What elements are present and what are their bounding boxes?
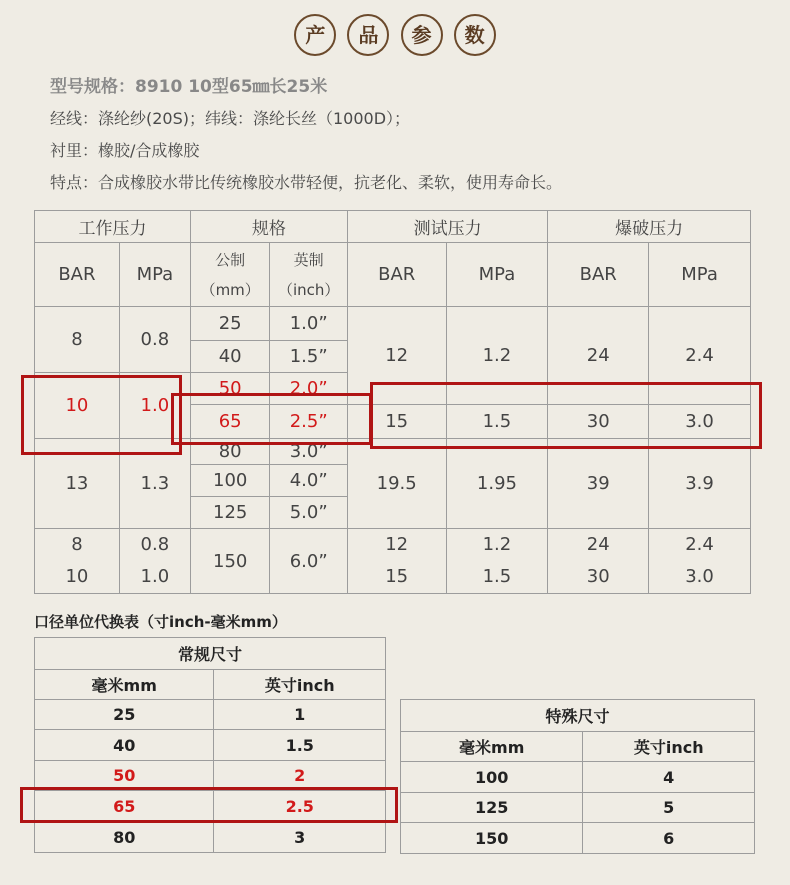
lining-info: 衬里：橡胶/合成橡胶	[50, 141, 200, 160]
col-mm-header: 毫米mm	[401, 732, 583, 762]
size-inch: 3.0”	[270, 439, 347, 465]
highlight-box-working-pressure	[21, 375, 182, 455]
inch-cell: 6	[583, 823, 755, 854]
burst-mpa: 3.0	[649, 405, 751, 439]
bar-value: 10	[65, 566, 89, 587]
working-mpa: 1.0	[119, 373, 190, 439]
working-bar	[35, 529, 120, 594]
conversion-title: 口径单位代换表（寸inch-毫米mm）	[34, 613, 287, 631]
col-mm-header: 毫米mm	[35, 670, 214, 700]
burst-bar: 30	[548, 405, 649, 439]
burst-bar-value: 30	[586, 566, 610, 587]
test-bar-value: 12	[385, 534, 409, 555]
working-bar: 8	[35, 307, 120, 373]
header-spec: 规格	[190, 211, 347, 243]
sub-mpa: MPa	[119, 243, 190, 307]
test-bar-value: 15	[385, 566, 409, 587]
title-char: 品	[347, 14, 389, 56]
test-mpa: 1.95	[446, 439, 548, 529]
size-mm: 25	[190, 307, 270, 341]
test-mpa-value: 1.5	[482, 566, 512, 587]
size-inch: 2.0”	[270, 373, 347, 405]
test-bar	[347, 529, 446, 594]
burst-mpa-value: 2.4	[685, 534, 714, 555]
header-burst-pressure: 爆破压力	[548, 211, 751, 243]
imperial-unit: （inch）	[277, 280, 340, 299]
size-inch: 6.0”	[270, 529, 347, 594]
test-mpa: 1.2	[446, 307, 548, 405]
size-inch: 4.0”	[270, 465, 347, 497]
size-inch: 2.5”	[270, 405, 347, 439]
mm-cell: 125	[401, 793, 583, 823]
burst-mpa: 2.4	[649, 307, 751, 405]
regular-size-title: 常规尺寸	[35, 638, 386, 670]
sub-test-bar: BAR	[347, 243, 446, 307]
working-mpa: 1.3	[119, 439, 190, 529]
col-inch-header: 英寸inch	[214, 670, 386, 700]
size-mm: 50	[190, 373, 270, 405]
warp-weft-info: 经线：涤纶纱(20S)；纬线：涤纶长丝（1000D）；	[50, 109, 411, 128]
size-mm: 100	[190, 465, 270, 497]
test-bar: 15	[347, 405, 446, 439]
imperial-label: 英制	[293, 250, 324, 269]
burst-bar-value: 24	[586, 534, 610, 555]
inch-cell: 1	[214, 700, 386, 730]
feature-info: 特点：合成橡胶水带比传统橡胶水带轻便，抗老化、柔软，使用寿命长。	[50, 173, 563, 192]
mm-cell: 50	[35, 761, 214, 791]
size-inch: 1.0”	[270, 307, 347, 341]
burst-bar: 39	[548, 439, 649, 529]
sub-metric	[190, 243, 270, 307]
title-char: 参	[401, 14, 443, 56]
bar-value: 8	[71, 534, 83, 555]
mm-cell: 100	[401, 762, 583, 793]
model-spec: 型号规格：8910 10型65㎜长25米	[50, 77, 328, 97]
special-size-title: 特殊尺寸	[401, 700, 755, 732]
inch-cell: 2	[214, 761, 386, 791]
size-inch: 5.0”	[270, 497, 347, 529]
inch-cell: 2.5	[214, 791, 386, 823]
burst-bar	[548, 529, 649, 594]
size-mm: 40	[190, 341, 270, 373]
title-char: 数	[454, 14, 496, 56]
inch-cell: 4	[583, 762, 755, 793]
mm-cell: 80	[35, 823, 214, 853]
mpa-value: 1.0	[140, 566, 170, 587]
size-mm: 80	[190, 439, 270, 465]
size-mm: 150	[190, 529, 270, 594]
highlight-box-size-65	[171, 393, 372, 445]
highlight-box-conversion-65	[20, 787, 398, 823]
burst-mpa	[649, 529, 751, 594]
test-mpa-value: 1.2	[482, 534, 512, 555]
mm-cell: 40	[35, 730, 214, 761]
metric-label: 公制	[215, 250, 246, 269]
col-inch-header: 英寸inch	[583, 732, 755, 762]
inch-cell: 5	[583, 793, 755, 823]
test-bar: 12	[347, 307, 446, 405]
title-char: 产	[294, 14, 336, 56]
working-mpa	[119, 529, 190, 594]
special-size-table	[400, 699, 755, 854]
mpa-value: 0.8	[140, 534, 170, 555]
mm-cell: 150	[401, 823, 583, 854]
burst-mpa: 3.9	[649, 439, 751, 529]
header-working-pressure: 工作压力	[35, 211, 191, 243]
working-bar: 13	[35, 439, 120, 529]
burst-mpa-value: 3.0	[685, 566, 714, 587]
metric-unit: （mm）	[200, 280, 260, 299]
size-mm: 65	[190, 405, 270, 439]
mm-cell: 65	[35, 791, 214, 823]
sub-burst-bar: BAR	[548, 243, 649, 307]
test-mpa	[446, 529, 548, 594]
size-mm: 125	[190, 497, 270, 529]
highlight-box-test-burst	[370, 382, 762, 449]
page-title	[0, 14, 790, 56]
working-mpa: 0.8	[119, 307, 190, 373]
inch-cell: 3	[214, 823, 386, 853]
test-bar: 19.5	[347, 439, 446, 529]
sub-bar: BAR	[35, 243, 120, 307]
mm-cell: 25	[35, 700, 214, 730]
test-mpa: 1.5	[446, 405, 548, 439]
sub-test-mpa: MPa	[446, 243, 548, 307]
working-bar: 10	[35, 373, 120, 439]
header-test-pressure: 测试压力	[347, 211, 547, 243]
burst-bar: 24	[548, 307, 649, 405]
inch-cell: 1.5	[214, 730, 386, 761]
size-inch: 1.5”	[270, 341, 347, 373]
sub-imperial	[270, 243, 347, 307]
sub-burst-mpa: MPa	[649, 243, 751, 307]
